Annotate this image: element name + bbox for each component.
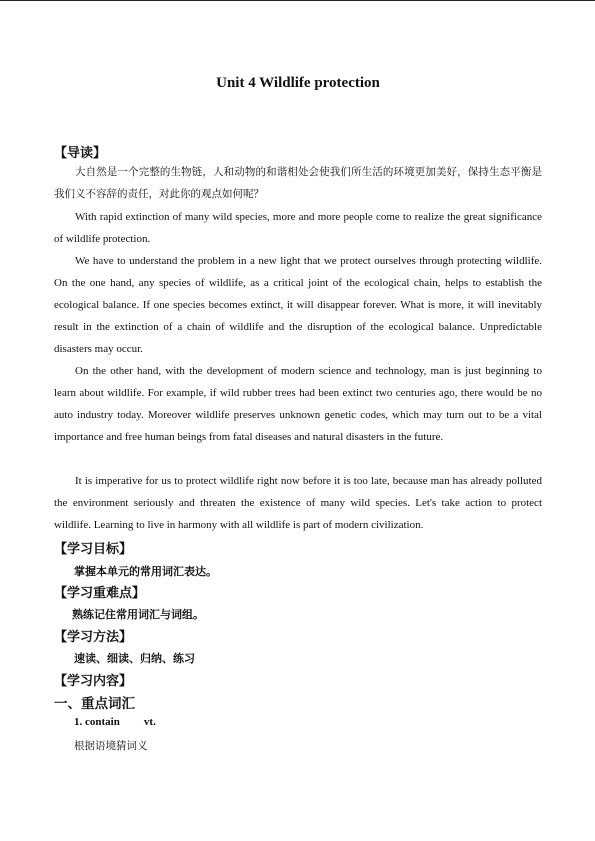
difficulty-text: 熟练记住常用词汇与词组。 [72, 608, 204, 621]
method-heading: 【学习方法】 [54, 630, 133, 645]
page-title: Unit 4 Wildlife protection [216, 75, 380, 91]
vocab-word: 1. contain [74, 716, 120, 728]
vocab-instruction: 根据语境猜词义 [74, 740, 148, 752]
vocab-entry [74, 716, 156, 728]
content-heading: 【学习内容】 [54, 674, 133, 689]
intro-paragraph-chinese: 大自然是一个完整的生物链，人和动物的和谐相处会使我们所生活的环境更加美好，保持生态平衡是我们义不容辞的责任，对此你的观点如何呢？ [54, 166, 542, 200]
header-rule [0, 0, 595, 1]
method-text: 速读、细读、归纳、练习 [74, 652, 195, 665]
goals-heading: 【学习目标】 [54, 542, 133, 557]
intro-paragraph-1: With rapid extinction of many wild species, more and more people come to realize the great significance of wildlife protection. [54, 211, 542, 245]
goals-text: 掌握本单元的常用词汇表达。 [74, 565, 217, 578]
intro-heading: 【导读】 [54, 146, 107, 161]
intro-paragraph-4: It is imperative for us to protect wildlife right now before it is too late, because man has already polluted the environment seriously and threaten the existence of many wild species. Let's take action to protect wildlife. Learning to live in harmony with all wildlife is part of modern civilization. [54, 475, 542, 531]
intro-paragraph-3: On the other hand, with the development of modern science and technology, man is just beginning to learn about wildlife. For example, if wild rubber trees had been extinct two centuries ago, there would be no auto industry today. Moreover wildlife preserves unknown genetic codes, which may turn out to be a vital importance and free human beings from fatal diseases and natural disasters in the future. [54, 365, 542, 443]
vocab-part-of-speech: vt. [143, 716, 156, 728]
difficulty-heading: 【学习重难点】 [54, 586, 146, 601]
part-one-heading: 一、重点词汇 [54, 696, 135, 712]
intro-paragraph-2: We have to understand the problem in a new light that we protect ourselves through protecting wildlife. On the one hand, any species of wildlife, as a critical joint of the ecological chain, helps to establish the ecological balance. If one species becomes extinct, it will disappear forever. What is more, it will inevitably result in the extinction of a chain of wildlife and the disruption of the ecological balance. Unpredictable disasters may occur. [54, 255, 542, 355]
